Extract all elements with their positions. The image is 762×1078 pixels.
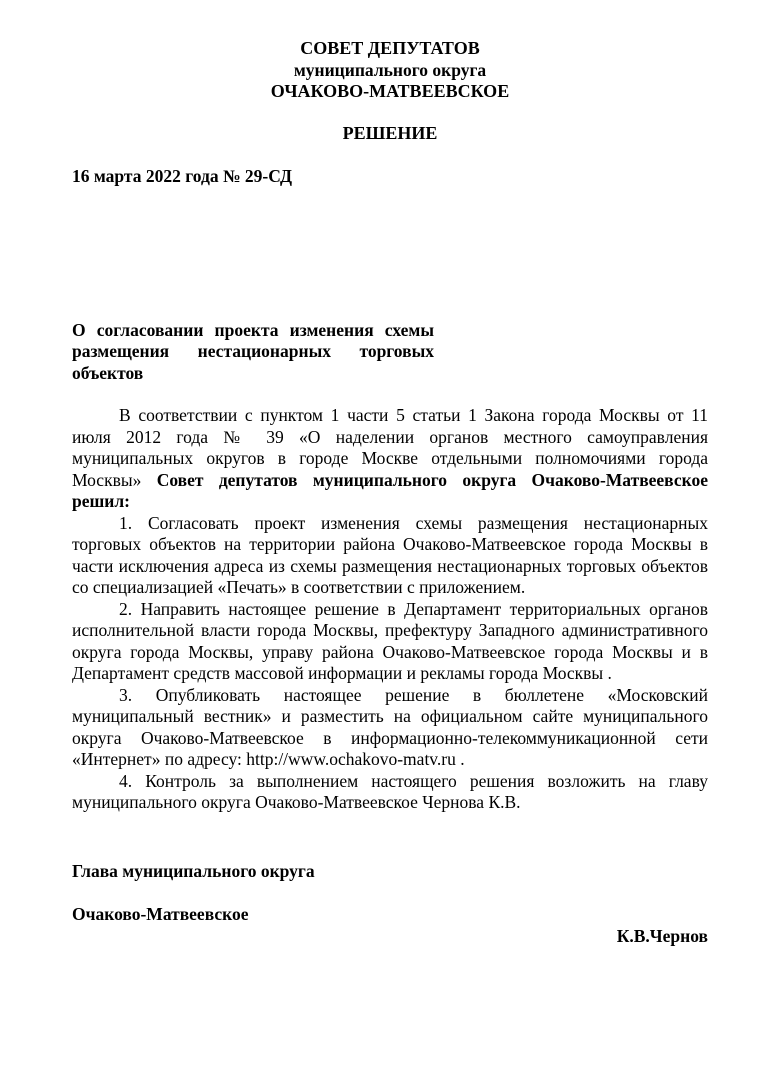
resolution-item-3-tail: .: [455, 749, 465, 769]
document-type-title: РЕШЕНИЕ: [342, 122, 438, 143]
signature-title-line2: Очаково-Матвеевское: [72, 904, 249, 924]
preamble-paragraph: [72, 405, 708, 513]
municipality-name: ОЧАКОВО-МАТВЕЕВСКОЕ: [270, 81, 510, 101]
resolution-item-2: 2. Направить настоящее решение в Департамент территориальных органов исполнительной власти города Москвы, префектуру Западного административного округа города Москвы, управу района Очаково-Матвеевское города Москвы и в Департамент средств массовой информации и рекламы города Москвы .: [72, 598, 708, 683]
resolution-item-4: 4. Контроль за выполнением настоящего решения возложить на главу муниципального округа Очаково-Матвеевское Чернова К.В.: [72, 770, 708, 812]
document-body: [72, 405, 708, 814]
signature-title: [72, 840, 315, 948]
signature-block: [72, 840, 708, 948]
council-name: СОВЕТ ДЕПУТАТОВ: [300, 38, 480, 58]
resolution-clause: Совет депутатов муниципального округа Очаково-Матвеевское решил:: [72, 469, 708, 511]
document-header: [72, 38, 708, 103]
resolution-item-3-text: 3. Опубликовать настоящее решение в бюллетене «Московский муниципальный вестник» и разместить на официальном сайте муниципального округа Очаково-Матвеевское в информационно-телекоммуникационной сети «Интернет» по адресу:: [72, 684, 708, 769]
preamble-text: В соответствии с пунктом 1 части 5 статьи 1 Закона города Москвы от 11 июля 2012 года № 39 «О наделении органов местного самоуправления муниципальных округов в городе Москве отдельными полномочиями города Москвы»: [72, 405, 708, 490]
resolution-item-1: 1. Согласовать проект изменения схемы размещения нестационарных торговых объектов на территории района Очаково-Матвеевское города Москвы в части исключения адреса из схемы размещения нестационарных торговых объектов со специализацией «Печать» в соответствии с приложением.: [72, 512, 708, 597]
municipality-type: муниципального округа: [293, 59, 487, 80]
signature-name: К.В.Чернов: [616, 925, 708, 946]
document-subject: О согласовании проекта изменения схемы размещения нестационарных торговых объектов: [72, 319, 434, 383]
website-url-text: http://www.ochakovo-matv.ru: [246, 749, 456, 769]
signature-title-line1: Глава муниципального округа: [72, 861, 315, 881]
resolution-item-3: [72, 685, 708, 771]
date-and-number: 16 марта 2022 года № 29-СД: [72, 166, 293, 186]
